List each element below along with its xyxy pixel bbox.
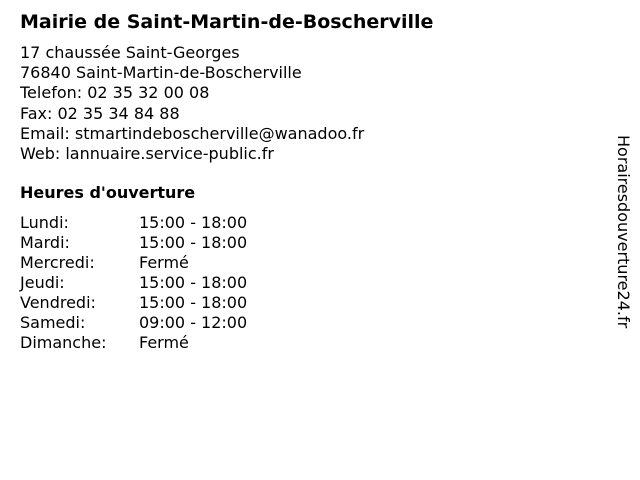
time-value: Fermé <box>139 333 189 352</box>
hours-row-thursday <box>20 273 247 293</box>
opening-hours-heading: Heures d'ouverture <box>20 183 196 202</box>
hours-row-monday <box>20 213 247 233</box>
hours-row-saturday <box>20 313 247 333</box>
time-value: Fermé <box>139 253 189 272</box>
fax-text: Fax: 02 35 34 84 88 <box>20 103 180 123</box>
site-brand-vertical: Horairesdouverture24.fr <box>614 135 633 329</box>
day-label: Mardi: <box>20 233 70 252</box>
page-title: Mairie de Saint-Martin-de-Boscherville <box>20 11 434 33</box>
address-street: 17 chaussée Saint-Georges <box>20 43 240 62</box>
time-value: 15:00 - 18:00 <box>139 293 248 312</box>
day-label: Mercredi: <box>20 253 95 272</box>
opening-hours-list <box>20 213 247 353</box>
address-city: 76840 Saint-Martin-de-Boscherville <box>20 63 302 83</box>
web-text: Web: lannuaire.service-public.fr <box>20 143 274 163</box>
hours-row-friday <box>20 293 247 313</box>
day-label: Vendredi: <box>20 293 96 312</box>
hours-row-tuesday <box>20 233 247 253</box>
day-label: Dimanche: <box>20 333 107 352</box>
time-value: 15:00 - 18:00 <box>139 233 248 252</box>
phone-text: Telefon: 02 35 32 00 08 <box>20 83 210 103</box>
day-label: Lundi: <box>20 213 69 232</box>
hours-row-wednesday <box>20 253 247 273</box>
contact-block <box>20 43 364 164</box>
time-value: 15:00 - 18:00 <box>139 273 248 292</box>
email-text: Email: stmartindeboscherville@wanadoo.fr <box>20 123 365 143</box>
time-value: 09:00 - 12:00 <box>139 313 248 332</box>
day-label: Samedi: <box>20 313 86 332</box>
hours-row-sunday <box>20 333 247 353</box>
day-label: Jeudi: <box>20 273 65 292</box>
time-value: 15:00 - 18:00 <box>139 213 248 232</box>
